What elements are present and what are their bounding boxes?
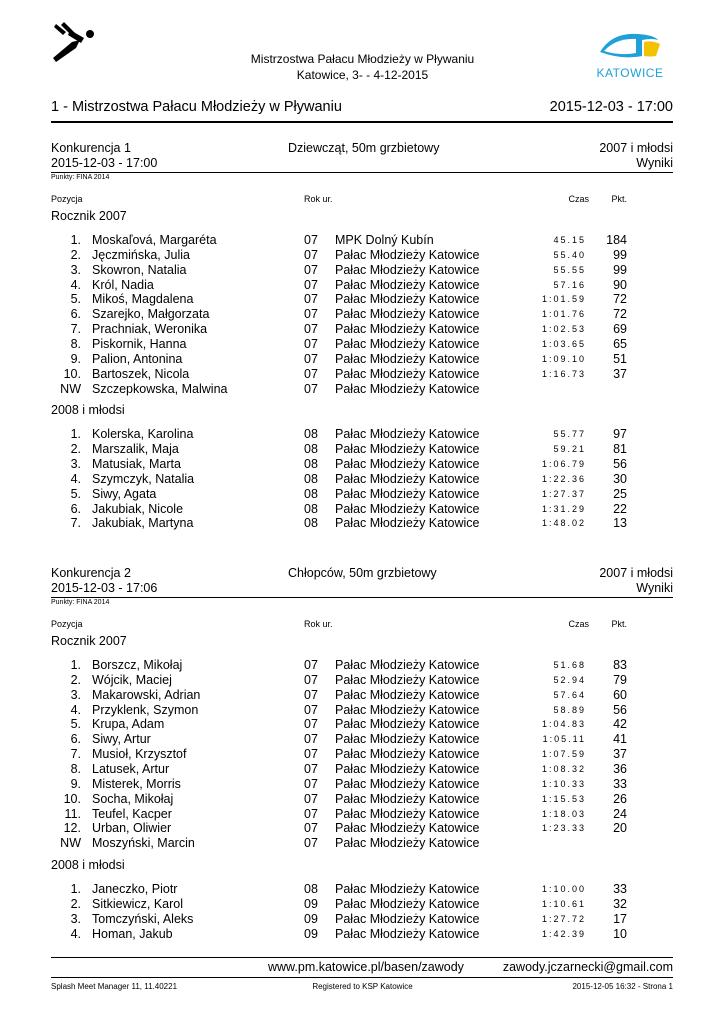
birth-year: 08	[304, 882, 318, 897]
result-points: 79	[613, 672, 627, 687]
result-position: 7.	[70, 747, 81, 762]
swimmer-name: Makarowski, Adrian	[92, 687, 201, 702]
swimmer-name: Szczepkowska, Malwina	[92, 381, 228, 396]
club-name: Pałac Młodzieży Katowice	[335, 806, 480, 821]
swimmer-name: Janeczko, Piotr	[92, 882, 178, 897]
birth-year: 07	[304, 776, 318, 791]
result-time: 1:15.53	[541, 793, 586, 804]
age-group-heading: Rocznik 2007	[51, 209, 127, 223]
swimmer-name: Moskaľová, Margaréta	[92, 233, 217, 247]
result-points: 83	[613, 658, 627, 672]
event-description: Dziewcząt, 50m grzbietowy	[288, 141, 440, 155]
swimmer-name: Borszcz, Mikołaj	[92, 658, 183, 672]
table-row	[0, 337, 725, 352]
birth-year: 07	[304, 322, 318, 337]
swimmer-name: Siwy, Agata	[92, 486, 157, 501]
result-position: 10.	[63, 791, 81, 806]
table-row	[0, 836, 725, 851]
result-time: 45.15	[553, 235, 586, 245]
result-points: 56	[613, 457, 627, 472]
birth-year: 08	[304, 427, 318, 442]
birth-year: 08	[304, 486, 318, 501]
swimmer-name: Przyklenk, Szymon	[92, 702, 199, 717]
table-row	[0, 927, 725, 942]
swimmer-name: Prachniak, Weronika	[92, 322, 208, 337]
event-kind: Wyniki	[636, 581, 673, 595]
birth-year: 07	[304, 658, 318, 672]
birth-year: 07	[304, 821, 318, 836]
result-position: 2.	[70, 442, 81, 457]
club-name: Pałac Młodzieży Katowice	[335, 486, 480, 501]
event-rule	[51, 172, 673, 173]
event-date: 2015-12-03 - 17:06	[51, 581, 158, 595]
result-points: 81	[613, 442, 627, 457]
result-time: 57.64	[553, 689, 586, 700]
result-points: 17	[613, 911, 627, 926]
column-header-pos: Pozycja	[51, 194, 83, 204]
swimmer-name: Szarejko, Małgorzata	[92, 307, 210, 322]
page-title: 1 - Mistrzostwa Pałacu Młodzieży w Pływaniu	[51, 99, 342, 115]
column-header-pos: Pozycja	[51, 619, 83, 629]
column-header-time: Czas	[568, 619, 589, 629]
column-header-pts: Pkt.	[611, 194, 627, 204]
table-row	[0, 292, 725, 307]
result-points: 37	[613, 366, 627, 381]
club-name: Pałac Młodzieży Katowice	[335, 926, 480, 941]
club-name: Pałac Młodzieży Katowice	[335, 307, 480, 322]
table-row	[0, 912, 725, 927]
result-position: 6.	[70, 307, 81, 322]
table-row	[0, 732, 725, 747]
result-time: 55.55	[553, 264, 586, 275]
swimmer-name: Marszalik, Maja	[92, 442, 179, 457]
footer-email[interactable]: zawody.jczarnecki@gmail.com	[502, 960, 673, 974]
result-position: 11.	[64, 806, 81, 821]
result-time: 1:04.83	[541, 719, 586, 730]
result-points: 56	[613, 702, 627, 717]
points-note: Punkty: FINA 2014	[51, 599, 110, 606]
table-row	[0, 673, 725, 688]
club-name: Pałac Młodzieży Katowice	[335, 747, 480, 762]
result-position: 4.	[70, 277, 81, 292]
result-time: 1:01.76	[541, 309, 586, 320]
club-name: Pałac Młodzieży Katowice	[335, 687, 480, 702]
result-points: 37	[613, 747, 627, 762]
result-position: 6.	[70, 732, 81, 747]
birth-year: 07	[304, 247, 318, 262]
result-points: 42	[613, 717, 627, 732]
result-time: 55.77	[553, 429, 586, 440]
event-label: Konkurencja 2	[51, 566, 131, 580]
result-time: 1:42.39	[541, 928, 586, 939]
result-position: 3.	[70, 262, 81, 277]
result-time: 1:10.61	[541, 898, 586, 909]
table-row	[0, 688, 725, 703]
points-note: Punkty: FINA 2014	[51, 174, 110, 181]
birth-year: 07	[304, 233, 318, 247]
table-row	[0, 233, 725, 248]
result-time: 1:10.33	[541, 778, 586, 789]
title-rule	[51, 121, 673, 123]
result-time: 1:03.65	[541, 338, 586, 349]
column-header-year: Rok ur.	[304, 619, 333, 629]
birth-year: 07	[304, 761, 318, 776]
result-position: 9.	[70, 776, 81, 791]
table-row	[0, 487, 725, 502]
result-points: 30	[613, 471, 627, 486]
birth-year: 09	[304, 926, 318, 941]
club-name: Pałac Młodzieży Katowice	[335, 247, 480, 262]
column-header-pts: Pkt.	[611, 619, 627, 629]
table-row	[0, 807, 725, 822]
club-name: Pałac Młodzieży Katowice	[335, 322, 480, 337]
result-position: 7.	[70, 322, 81, 337]
club-name: Pałac Młodzieży Katowice	[335, 911, 480, 926]
swimmer-name: Latusek, Artur	[92, 761, 170, 776]
club-name: Pałac Młodzieży Katowice	[335, 761, 480, 776]
table-row	[0, 703, 725, 718]
result-position: 1.	[70, 882, 81, 897]
result-time: 59.21	[553, 444, 586, 455]
result-points: 24	[613, 806, 627, 821]
swimmer-name: Skowron, Natalia	[92, 262, 187, 277]
club-name: Pałac Młodzieży Katowice	[335, 366, 480, 381]
column-header-year: Rok ur.	[304, 194, 333, 204]
table-row	[0, 352, 725, 367]
result-time: 1:01.59	[541, 294, 586, 305]
table-row	[0, 882, 725, 897]
club-name: Pałac Młodzieży Katowice	[335, 776, 480, 791]
swimmer-name: Moszyński, Marcin	[92, 836, 195, 851]
result-time: 1:07.59	[541, 749, 586, 760]
birth-year: 07	[304, 836, 318, 851]
birth-year: 09	[304, 896, 318, 911]
birth-year: 07	[304, 351, 318, 366]
swimmer-name: Król, Nadia	[92, 277, 154, 292]
result-time: 1:09.10	[541, 353, 586, 364]
result-points: 65	[613, 336, 627, 351]
club-name: Pałac Młodzieży Katowice	[335, 427, 480, 442]
result-position: 10.	[63, 366, 81, 381]
result-position: NW	[60, 836, 81, 851]
result-time: 1:23.33	[541, 823, 586, 834]
table-row	[0, 897, 725, 912]
birth-year: 07	[304, 806, 318, 821]
result-position: NW	[60, 381, 81, 396]
result-time: 58.89	[553, 704, 586, 715]
result-position: 3.	[70, 457, 81, 472]
table-row	[0, 821, 725, 836]
result-points: 36	[613, 761, 627, 776]
footer-page: 2015-12-05 16:32 - Strona 1	[572, 982, 673, 991]
birth-year: 07	[304, 672, 318, 687]
result-time: 57.16	[553, 279, 586, 290]
result-position: 7.	[70, 516, 81, 531]
result-position: 4.	[70, 471, 81, 486]
result-position: 9.	[70, 351, 81, 366]
footer-registered: Registered to KSP Katowice	[312, 982, 413, 991]
swimmer-name: Siwy, Artur	[92, 732, 151, 747]
result-position: 5.	[70, 486, 81, 501]
result-time: 1:27.72	[541, 913, 586, 924]
result-points: 72	[613, 307, 627, 322]
table-row	[0, 263, 725, 278]
result-position: 4.	[70, 702, 81, 717]
club-name: Pałac Młodzieży Katowice	[335, 732, 480, 747]
event-ages: 2007 i młodsi	[599, 141, 673, 155]
result-points: 90	[613, 277, 627, 292]
swimmer-name: Palion, Antonina	[92, 351, 183, 366]
swimmer-name: Jakubiak, Nicole	[92, 501, 184, 516]
result-position: 8.	[70, 336, 81, 351]
table-row	[0, 792, 725, 807]
age-group-heading: 2008 i młodsi	[51, 403, 125, 418]
result-time: 1:22.36	[541, 473, 586, 484]
table-row	[0, 442, 725, 457]
event-date: 2015-12-03 - 17:00	[51, 156, 158, 170]
result-time: 1:27.37	[541, 488, 586, 499]
event-description: Chłopców, 50m grzbietowy	[288, 566, 437, 580]
age-group-heading: 2008 i młodsi	[51, 858, 125, 873]
result-points: 69	[613, 322, 627, 337]
result-time: 52.94	[553, 674, 586, 685]
result-position: 8.	[70, 761, 81, 776]
table-row	[0, 777, 725, 792]
result-position: 1.	[70, 233, 81, 247]
swimmer-name: Wójcik, Maciej	[92, 672, 172, 687]
result-points: 20	[613, 821, 627, 836]
swimmer-name: Matusiak, Marta	[92, 457, 181, 472]
club-name: Pałac Młodzieży Katowice	[335, 717, 480, 732]
table-row	[0, 516, 725, 531]
table-row	[0, 278, 725, 293]
table-row	[0, 427, 725, 442]
birth-year: 07	[304, 791, 318, 806]
swimmer-name: Szymczyk, Natalia	[92, 471, 195, 486]
column-header-time: Czas	[568, 194, 589, 204]
club-name: Pałac Młodzieży Katowice	[335, 292, 480, 307]
table-row	[0, 322, 725, 337]
footer-url[interactable]: www.pm.katowice.pl/basen/zawody	[268, 960, 464, 974]
result-points: 99	[613, 262, 627, 277]
club-name: Pałac Młodzieży Katowice	[335, 702, 480, 717]
birth-year: 07	[304, 277, 318, 292]
table-row	[0, 248, 725, 263]
meet-location-dates: Katowice, 3- - 4-12-2015	[296, 68, 429, 82]
birth-year: 07	[304, 307, 318, 322]
table-row	[0, 307, 725, 322]
katowice-logo	[592, 26, 668, 80]
club-name: Pałac Młodzieży Katowice	[335, 516, 480, 531]
result-time: 1:18.03	[541, 808, 586, 819]
birth-year: 07	[304, 747, 318, 762]
swimmer-name: Misterek, Morris	[92, 776, 181, 791]
swimmer-name: Socha, Mikołaj	[92, 791, 174, 806]
club-name: Pałac Młodzieży Katowice	[335, 882, 480, 897]
result-points: 25	[613, 486, 627, 501]
result-position: 2.	[70, 672, 81, 687]
club-name: Pałac Młodzieży Katowice	[335, 672, 480, 687]
club-name: Pałac Młodzieży Katowice	[335, 381, 480, 396]
birth-year: 09	[304, 911, 318, 926]
club-name: Pałac Młodzieży Katowice	[335, 658, 480, 672]
result-position: 5.	[70, 717, 81, 732]
birth-year: 08	[304, 442, 318, 457]
result-time: 1:48.02	[541, 518, 586, 529]
club-name: Pałac Młodzieży Katowice	[335, 836, 480, 851]
club-name: Pałac Młodzieży Katowice	[335, 262, 480, 277]
swimmer-name: Urban, Oliwier	[92, 821, 172, 836]
birth-year: 07	[304, 336, 318, 351]
swimmer-name: Sitkiewicz, Karol	[92, 896, 183, 911]
table-row	[0, 457, 725, 472]
result-position: 12.	[63, 821, 81, 836]
birth-year: 07	[304, 292, 318, 307]
footer-rule-bottom	[51, 977, 673, 978]
result-position: 3.	[70, 687, 81, 702]
birth-year: 07	[304, 732, 318, 747]
table-row	[0, 717, 725, 732]
result-time: 1:31.29	[541, 503, 586, 514]
page-datetime: 2015-12-03 - 17:00	[549, 99, 673, 115]
table-row	[0, 502, 725, 517]
swimmer-name: Bartoszek, Nicola	[92, 366, 190, 381]
result-points: 10	[613, 926, 627, 941]
result-position: 6.	[70, 501, 81, 516]
katowice-logo-text: KATOWICE	[596, 66, 664, 80]
club-name: Pałac Młodzieży Katowice	[335, 457, 480, 472]
result-points: 60	[613, 687, 627, 702]
result-points: 13	[613, 516, 627, 531]
footer-software: Splash Meet Manager 11, 11.40221	[51, 982, 178, 991]
result-points: 33	[613, 882, 627, 897]
swimmer-name: Mikoś, Magdalena	[92, 292, 194, 307]
swimmer-name: Jęczmińska, Julia	[92, 247, 190, 262]
result-position: 2.	[70, 247, 81, 262]
birth-year: 08	[304, 457, 318, 472]
table-row	[0, 382, 725, 397]
club-name: Pałac Młodzieży Katowice	[335, 821, 480, 836]
swimmer-name: Musioł, Krzysztof	[92, 747, 187, 762]
club-name: Pałac Młodzieży Katowice	[335, 896, 480, 911]
event-kind: Wyniki	[636, 156, 673, 170]
result-time: 1:06.79	[541, 459, 586, 470]
result-points: 72	[613, 292, 627, 307]
result-points: 33	[613, 776, 627, 791]
table-row	[0, 747, 725, 762]
table-row	[0, 762, 725, 777]
birth-year: 07	[304, 381, 318, 396]
result-time: 55.40	[553, 249, 586, 260]
result-position: 1.	[70, 658, 81, 672]
birth-year: 07	[304, 717, 318, 732]
club-name: Pałac Młodzieży Katowice	[335, 336, 480, 351]
result-position: 5.	[70, 292, 81, 307]
club-name: Pałac Młodzieży Katowice	[335, 471, 480, 486]
result-time: 1:05.11	[542, 734, 586, 745]
table-row	[0, 367, 725, 382]
result-points: 51	[613, 351, 627, 366]
swimmer-name: Homan, Jakub	[92, 926, 173, 941]
birth-year: 07	[304, 687, 318, 702]
birth-year: 07	[304, 702, 318, 717]
table-row	[0, 658, 725, 673]
result-time: 1:16.73	[541, 368, 586, 379]
result-position: 1.	[70, 427, 81, 442]
club-name: Pałac Młodzieży Katowice	[335, 351, 480, 366]
club-name: Pałac Młodzieży Katowice	[335, 791, 480, 806]
swimmer-name: Tomczyński, Aleks	[92, 911, 194, 926]
result-time: 51.68	[553, 660, 586, 670]
swimmer-name: Teufel, Kacper	[92, 806, 172, 821]
swimmer-name: Piskornik, Hanna	[92, 336, 187, 351]
swimmer-name: Kolerska, Karolina	[92, 427, 194, 442]
result-position: 3.	[70, 911, 81, 926]
result-position: 2.	[70, 896, 81, 911]
event-label: Konkurencja 1	[51, 141, 131, 155]
event-ages: 2007 i młodsi	[599, 566, 673, 580]
birth-year: 08	[304, 516, 318, 531]
event-rule	[51, 597, 673, 598]
club-name: Pałac Młodzieży Katowice	[335, 442, 480, 457]
birth-year: 07	[304, 366, 318, 381]
club-name: MPK Dolný Kubín	[335, 233, 434, 247]
result-points: 97	[613, 427, 627, 442]
result-time: 1:02.53	[541, 324, 586, 335]
result-points: 41	[613, 732, 627, 747]
result-time: 1:10.00	[541, 884, 586, 895]
birth-year: 07	[304, 262, 318, 277]
club-name: Pałac Młodzieży Katowice	[335, 501, 480, 516]
age-group-heading: Rocznik 2007	[51, 634, 127, 648]
meet-name: Mistrzostwa Pałacu Młodzieży w Pływaniu	[250, 52, 475, 66]
club-name: Pałac Młodzieży Katowice	[335, 277, 480, 292]
footer-rule	[51, 957, 673, 958]
result-points: 32	[613, 896, 627, 911]
result-points: 22	[613, 501, 627, 516]
result-points: 99	[613, 247, 627, 262]
birth-year: 08	[304, 501, 318, 516]
result-position: 4.	[70, 926, 81, 941]
swimmer-name: Jakubiak, Martyna	[92, 516, 194, 531]
swimmer-name: Krupa, Adam	[92, 717, 165, 732]
result-points: 26	[613, 791, 627, 806]
table-row	[0, 472, 725, 487]
result-points: 184	[606, 233, 627, 247]
result-time: 1:08.32	[541, 763, 586, 774]
birth-year: 08	[304, 471, 318, 486]
